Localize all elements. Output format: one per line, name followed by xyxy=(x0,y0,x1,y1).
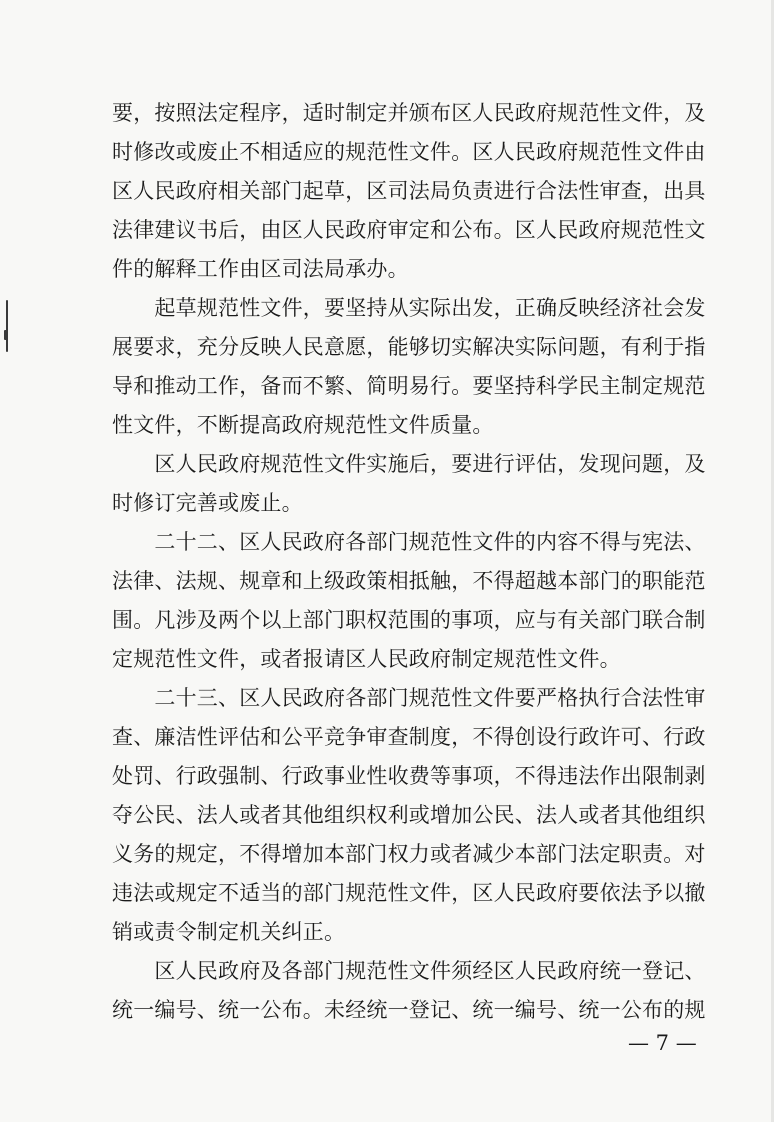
text-line: 区人民政府及各部门规范性文件须经区人民政府统一登记、 xyxy=(112,959,706,983)
text-line: 二十二、区人民政府各部门规范性文件的内容不得与宪法、 xyxy=(112,530,706,554)
text-line: 定规范性文件，或者报请区人民政府制定规范性文件。 xyxy=(112,647,621,671)
body-text xyxy=(112,94,712,1030)
text-line: 义务的规定，不得增加本部门权力或者减少本部门法定职责。对 xyxy=(112,842,706,866)
text-line: 性文件，不断提高政府规范性文件质量。 xyxy=(112,413,494,437)
text-line: 区人民政府规范性文件实施后，要进行评估，发现问题，及 xyxy=(112,452,706,476)
text-line: 法律建议书后，由区人民政府审定和公布。区人民政府规范性文 xyxy=(112,218,706,242)
binding-mark-tick xyxy=(4,330,7,340)
text-line: 围。凡涉及两个以上部门职权范围的事项，应与有关部门联合制 xyxy=(112,608,706,632)
text-line: 区人民政府相关部门起草，区司法局负责进行合法性审查，出具 xyxy=(112,179,706,203)
text-line: 件的解释工作由区司法局承办。 xyxy=(112,257,409,281)
text-line: 查、廉洁性评估和公平竞争审查制度，不得创设行政许可、行政 xyxy=(112,725,706,749)
text-line: 导和推动工作，备而不繁、简明易行。要坚持科学民主制定规范 xyxy=(112,374,706,398)
text-line: 时修改或废止不相适应的规范性文件。区人民政府规范性文件由 xyxy=(112,140,706,164)
text-line: 销或责令制定机关纠正。 xyxy=(112,920,346,944)
page-number: — 7 — xyxy=(628,1031,697,1055)
text-line: 统一编号、统一公布。未经统一登记、统一编号、统一公布的规 xyxy=(112,998,706,1022)
text-line: 法律、法规、规章和上级政策相抵触，不得超越本部门的职能范 xyxy=(112,569,706,593)
text-line: 处罚、行政强制、行政事业性收费等事项，不得违法作出限制剥 xyxy=(112,764,706,788)
text-line: 展要求，充分反映人民意愿，能够切实解决实际问题，有利于指 xyxy=(112,335,706,359)
text-line: 起草规范性文件，要坚持从实际出发，正确反映经济社会发 xyxy=(112,296,706,320)
text-line: 二十三、区人民政府各部门规范性文件要严格执行合法性审 xyxy=(112,686,706,710)
binding-mark xyxy=(6,300,8,352)
text-line: 违法或规定不适当的部门规范性文件，区人民政府要依法予以撤 xyxy=(112,881,706,905)
text-line: 夺公民、法人或者其他组织权利或增加公民、法人或者其他组织 xyxy=(112,803,706,827)
text-line: 要，按照法定程序，适时制定并颁布区人民政府规范性文件，及 xyxy=(112,101,706,125)
text-line: 时修订完善或废止。 xyxy=(112,491,303,515)
